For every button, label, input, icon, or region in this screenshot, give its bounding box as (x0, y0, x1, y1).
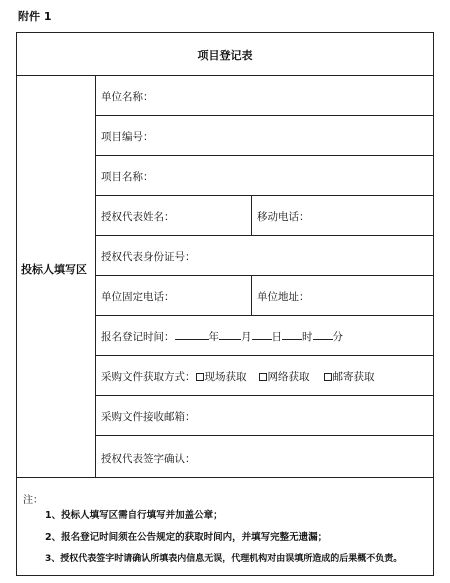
divider (95, 275, 433, 276)
option-mail[interactable]: 邮寄获取 (324, 369, 375, 384)
divider (251, 195, 252, 235)
divider (95, 395, 433, 396)
divider (17, 75, 433, 76)
project-number-field[interactable]: 项目编号： (101, 131, 154, 143)
registration-form (16, 32, 434, 576)
note-item: 3、授权代表签字时请确认所填表内信息无误，代理机构对由误填所造成的后果概不负责。 (45, 554, 403, 564)
email-field[interactable]: 采购文件接收邮箱： (101, 411, 196, 423)
divider (95, 155, 433, 156)
acquire-method-field (101, 369, 375, 384)
month-blank[interactable] (219, 330, 241, 340)
minute-unit: 分 (332, 331, 343, 343)
unit-name-field[interactable]: 单位名称： (101, 91, 154, 103)
divider (95, 315, 433, 316)
option-onsite[interactable]: 现场获取 (196, 369, 247, 384)
divider (95, 75, 96, 477)
registration-time-label: 报名登记时间： (101, 331, 175, 343)
year-unit: 年 (208, 331, 219, 343)
registration-time-field[interactable] (101, 329, 343, 344)
day-unit: 日 (271, 331, 282, 343)
divider (251, 275, 252, 315)
checkbox-icon[interactable] (196, 373, 204, 381)
rep-name-field[interactable]: 授权代表姓名： (101, 211, 175, 223)
bidder-section-label: 投标人填写区 (21, 263, 87, 276)
fixed-phone-field[interactable]: 单位固定电话： (101, 291, 175, 303)
day-blank[interactable] (252, 330, 272, 340)
acquire-method-label: 采购文件获取方式： (101, 371, 196, 383)
checkbox-icon[interactable] (324, 373, 332, 381)
divider (17, 477, 433, 478)
signature-field[interactable]: 授权代表签字确认： (101, 453, 196, 465)
hour-unit: 时 (302, 331, 313, 343)
note-item: 1、投标人填写区需自行填写并加盖公章； (45, 510, 223, 521)
divider (95, 195, 433, 196)
divider (95, 435, 433, 436)
hour-blank[interactable] (282, 330, 302, 340)
month-unit: 月 (241, 331, 252, 343)
attachment-label: 附件 1 (18, 10, 52, 23)
option-online[interactable]: 网络获取 (259, 369, 310, 384)
rep-id-field[interactable]: 授权代表身份证号： (101, 251, 196, 263)
project-name-field[interactable]: 项目名称： (101, 171, 154, 183)
divider (95, 355, 433, 356)
divider (95, 235, 433, 236)
year-blank[interactable] (175, 330, 209, 340)
mobile-field[interactable]: 移动电话： (257, 211, 310, 223)
minute-blank[interactable] (313, 330, 333, 340)
form-title: 项目登记表 (197, 49, 253, 62)
note-item: 2、报名登记时间须在公告规定的获取时间内，并填写完整无遗漏； (45, 532, 328, 543)
divider (95, 115, 433, 116)
checkbox-icon[interactable] (259, 373, 267, 381)
address-field[interactable]: 单位地址： (257, 291, 310, 303)
notes-title: 注： (23, 495, 43, 506)
